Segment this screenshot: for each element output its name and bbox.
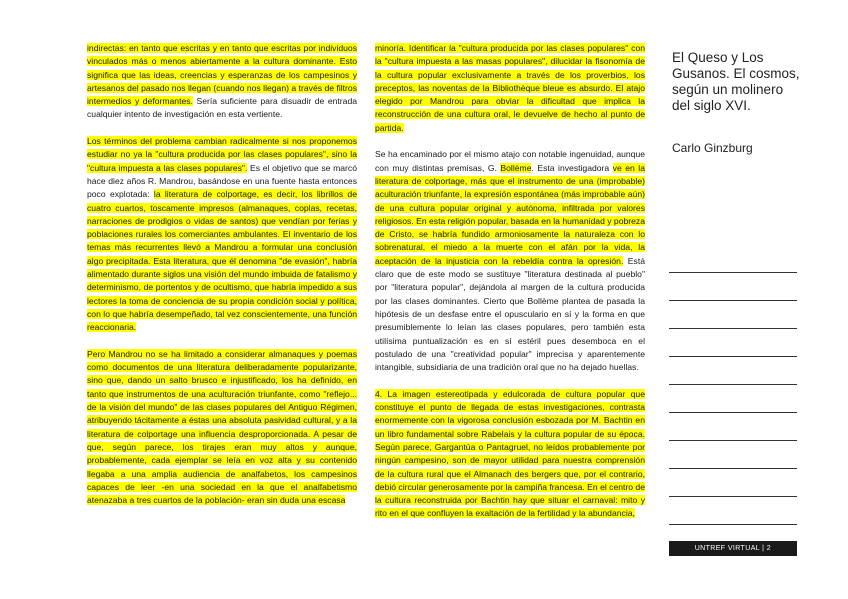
- book-author: Carlo Ginzburg: [672, 141, 753, 155]
- highlight: Los términos del problema cambian radicalmente si nos proponemos estudiar no ya la "cultura producida por las clases populares", sino la "cultura impuesta a las clases populares".: [87, 136, 357, 173]
- highlight: Pero Mandrou no se ha limitado a considerar almanaques y poemas como documentos de una literatura deliberadamente popularizante, sino que, dando un salto brusco e injustificado, los ha definido, en tanto que instrumentos de una aculturación triunfante, como "reflejo... de la visión del mundo" de las clases populares del Antiguo Régimen, atribuyendo tácitamente a éstas una absoluta pasividad cultural, y a la literatura de colportage una influencia desproporcionada. A pesar de que, según parece, los tirajes eran muy altos y aunque, probablemente, cada ejemplar se leía en voz alta y su contenido llegaba a una amplia audiencia de analfabetos, los campesinos capaces de leer -en una sociedad en la que el analfabetismo atenazaba a tres cuartos de la población- eran sin duda una escasa: [87, 348, 357, 506]
- divider: [669, 384, 797, 385]
- divider: [669, 300, 797, 301]
- divider: [669, 272, 797, 273]
- paragraph: [87, 348, 357, 508]
- highlight: 4. La imagen estereotipada y edulcorada de cultura popular que constituye el punto de llegada de estas investigaciones, contrasta enormemente con la vigorosa conclusión esbozada por M. Bachtin en un libro fundamental sobre Rabelais y la cultura popular de su época. Según parece, Gargantúa o Pantagruel, no leídos probablemente por ningún campesino, son de mayor utilidad para nuestra comprensión de la cultura rural que el Almanach des bergers que, por el contrario, debió circular generosamente por la campiña francesa. En el centro de la cultura reconstruida por Bachtin hay que situar el carnaval: mito y rito en el que confluyen la exaltación de la fertilidad y la abundancia,: [375, 388, 645, 519]
- divider: [669, 412, 797, 413]
- paragraph: [87, 135, 357, 334]
- highlight: ve en la literatura de colportage, más que el instrumento de una (improbable) aculturación triunfante, la expresión espontánea (más improbable aún) de una cultura popular original y autónoma, infiltrada por valores religiosos. En esta religión popular, basada en la humanidad y pobreza de Cristo, se habría fundido armoniosamente la naturaleza con lo sobrenatural, el miedo a la muerte con el afán por la vida, la aceptación de la injusticia con la rebeldía contra la opresión.: [375, 162, 645, 266]
- divider: [669, 440, 797, 441]
- text: Está claro que de este modo se sustituye "literatura destinada al pueblo" por "literatura popular", dejándola al margen de la cultura producida por las clases dominantes. Cierto que Bollème plantea de pasada la hipótesis de un desfase entre el opusculario en sí y la forma en que presumiblemente lo leían las clases populares, pero también esta utilísima puntualización es en sí estéril pues desemboca en el postulado de una "creatividad popular" imprecisa y aparentemente intangible, subsidiaria de una tradición oral que no ha dejado huellas.: [375, 255, 645, 373]
- footer-page-label: [669, 541, 797, 556]
- paragraph: [375, 42, 645, 135]
- text: Sería suficiente para disuadir de entrada cualquier intento de investigación en esta vertiente.: [87, 96, 358, 120]
- divider: [669, 356, 797, 357]
- text: Se ha encaminado por el mismo atajo con notable ingenuidad, aunque con muy distintas premisas, G.: [375, 149, 645, 173]
- highlight: la literatura de colportage, es decir, los librillos de cuatro cuartos, toscamente impresos (almanaques, coplas, recetas, narraciones de prodigios o vidas de santos) que vendían por ferias y poblaciones rurales los comerciantes ambulantes. El inventario de los temas más recurrentes llevó a Mandrou a formular una conclusión algo precipitada. Esta literatura, que él denomina "de evasión", habría alimentado durante siglos una visión del mundo imbuida de fatalismo y determinismo, de portentos y de ocultismo, que habría impedido a sus lectores la toma de conciencia de su propia condición social y política, con lo que habría desempeñado, tal vez conscientemente, una función reaccionaria.: [87, 189, 357, 333]
- paragraph: [375, 148, 645, 374]
- divider: [669, 524, 797, 525]
- divider: [669, 328, 797, 329]
- paragraph: [87, 42, 357, 122]
- highlight: Bollème: [500, 162, 532, 173]
- page-number: UNTREF VIRTUAL | 2: [694, 545, 771, 552]
- paragraph: [375, 388, 645, 521]
- highlight: minoría. Identificar la "cultura producida por las clases populares" con la "cultura impuesta a las masas populares", dilucidar la fisonomía de la cultura popular exclusivamente a través de los proverbios, los preceptos, las noventas de la Bibliothèque bleue es absurdo. El atajo elegido por Mandrou para obviar la dificultad que implica la reconstrucción de una cultura oral, le devuelve de hecho al punto de partida.: [375, 43, 645, 133]
- divider: [669, 468, 797, 469]
- text: . Esta investigadora: [531, 162, 613, 173]
- text: Es el objetivo que se marcó hace diez años R. Mandrou, basándose en una fuente hasta entonces poco explotada:: [87, 162, 357, 200]
- divider: [669, 496, 797, 497]
- highlight: indirectas: en tanto que escritas y en tanto que escritas por individuos vinculados más o menos abiertamente a la cultura dominante. Esto significa que las ideas, creencias y esperanzas de los campesinos y artesanos del pasado nos llegan (cuando nos llegan) a través de filtros intermedios y deformantes.: [87, 43, 357, 107]
- text-column-left: [87, 42, 357, 521]
- book-title: El Queso y Los Gusanos. El cosmos, según un molinero del siglo XVI.: [672, 50, 800, 113]
- text-column-middle: [375, 42, 645, 534]
